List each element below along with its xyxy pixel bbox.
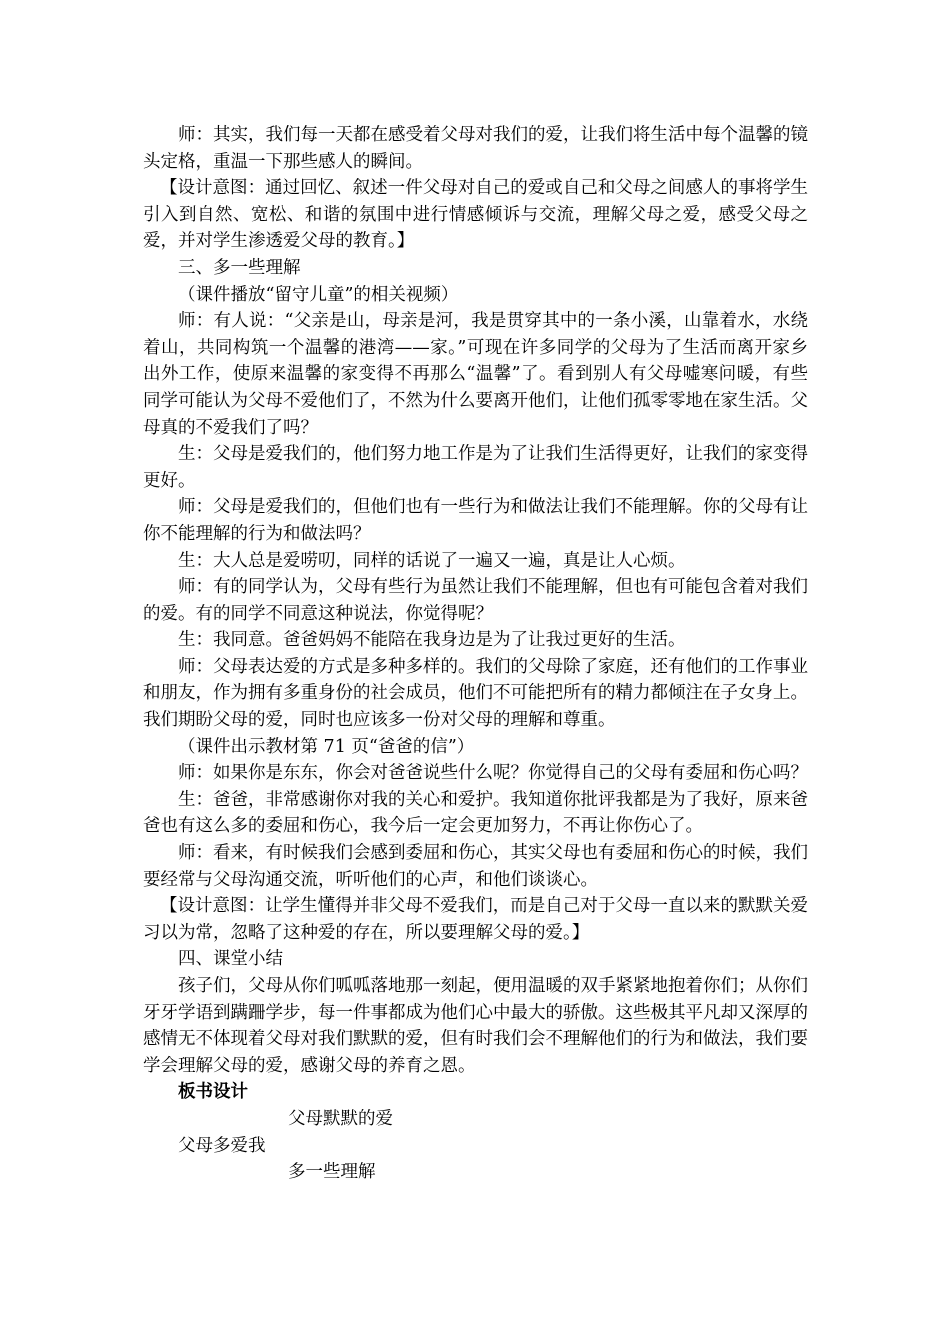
paragraph: 师：看来，有时候我们会感到委屈和伤心，其实父母也有委屈和伤心的时候，我们要经常与父母沟通交流，听听他们的心声，和他们谈谈心。 bbox=[143, 843, 808, 890]
board-design bbox=[143, 1106, 808, 1186]
paragraph: 生：大人总是爱唠叨，同样的话说了一遍又一遍，真是让人心烦。 bbox=[178, 550, 686, 571]
document-body bbox=[143, 122, 808, 1186]
board-line-2: 父母多爱我 bbox=[178, 1135, 266, 1156]
paragraph: 师：父母是爱我们的，但他们也有一些行为和做法让我们不能理解。你的父母有让你不能理解的行为和做法吗？ bbox=[143, 497, 808, 544]
paragraph: 生：我同意。爸爸妈妈不能陪在我身边是为了让我过更好的生活。 bbox=[178, 630, 686, 651]
stage-direction: （课件播放“留守儿童”的相关视频） bbox=[178, 284, 459, 305]
design-intent-note: 【设计意图：让学生懂得并非父母不爱我们，而是自己对于父母一直以来的默默关爱习以为常，忽略了这种爱的存在，所以要理解父母的爱。】 bbox=[143, 896, 808, 943]
design-intent-note: 【设计意图：通过回忆、叙述一件父母对自己的爱或自己和父母之间感人的事将学生引入到自然、宽松、和谐的氛围中进行情感倾诉与交流，理解父母之爱，感受父母之爱，并对学生渗透爱父母的教育。】 bbox=[143, 178, 808, 252]
paragraph: 生：父母是爱我们的，他们努力地工作是为了让我们生活得更好，让我们的家变得更好。 bbox=[143, 444, 808, 491]
paragraph: 师：父母表达爱的方式是多种多样的。我们的父母除了家庭，还有他们的工作事业和朋友，作为拥有多重身份的社会成员，他们不可能把所有的精力都倾注在子女身上。我们期盼父母的爱，同时也应该多一份对父母的理解和尊重。 bbox=[143, 656, 808, 731]
stage-direction: （课件出示教材第 71 页“爸爸的信”） bbox=[178, 736, 475, 757]
board-design-heading: 板书设计 bbox=[178, 1082, 248, 1103]
paragraph: 生：爸爸，非常感谢你对我的关心和爱护。我知道你批评我都是为了我好，原来爸爸也有这么多的委屈和伤心，我今后一定会更加努力，不再让你伤心了。 bbox=[143, 789, 808, 837]
paragraph: 师：如果你是东东，你会对爸爸说些什么呢？你觉得自己的父母有委屈和伤心吗？ bbox=[178, 763, 808, 784]
paragraph: 孩子们，父母从你们呱呱落地那一刻起，便用温暖的双手紧紧地抱着你们；从你们牙牙学语到蹒跚学步，每一件事都成为他们心中最大的骄傲。这些极其平凡却又深厚的感情无不体现着父母对我们默默的爱，但有时我们会不理解他们的行为和做法，我们要学会理解父母的爱，感谢父母的养育之恩。 bbox=[143, 976, 808, 1076]
paragraph: 师：有人说：“父亲是山，母亲是河，我是贯穿其中的一条小溪，山靠着水，水绕着山，共同构筑一个温馨的港湾——家。”可现在许多同学的父母为了生活而离开家乡出外工作，使原来温馨的家变得不再那么“温馨”了。看到别人有父母嘘寒问暖，有些同学可能认为父母不爱他们了，不然为什么要离开他们，让他们孤零零地在家生活。父母真的不爱我们了吗？ bbox=[143, 311, 808, 438]
section-heading: 四、课堂小结 bbox=[178, 949, 283, 970]
board-line-3: 多一些理解 bbox=[288, 1161, 376, 1182]
board-line-1: 父母默默的爱 bbox=[288, 1108, 393, 1129]
section-heading: 三、多一些理解 bbox=[178, 257, 301, 278]
paragraph: 师：其实，我们每一天都在感受着父母对我们的爱，让我们将生活中每个温馨的镜头定格，重温一下那些感人的瞬间。 bbox=[143, 125, 808, 172]
paragraph: 师：有的同学认为，父母有些行为虽然让我们不能理解，但也有可能包含着对我们的爱。有的同学不同意这种说法，你觉得呢？ bbox=[143, 577, 808, 624]
